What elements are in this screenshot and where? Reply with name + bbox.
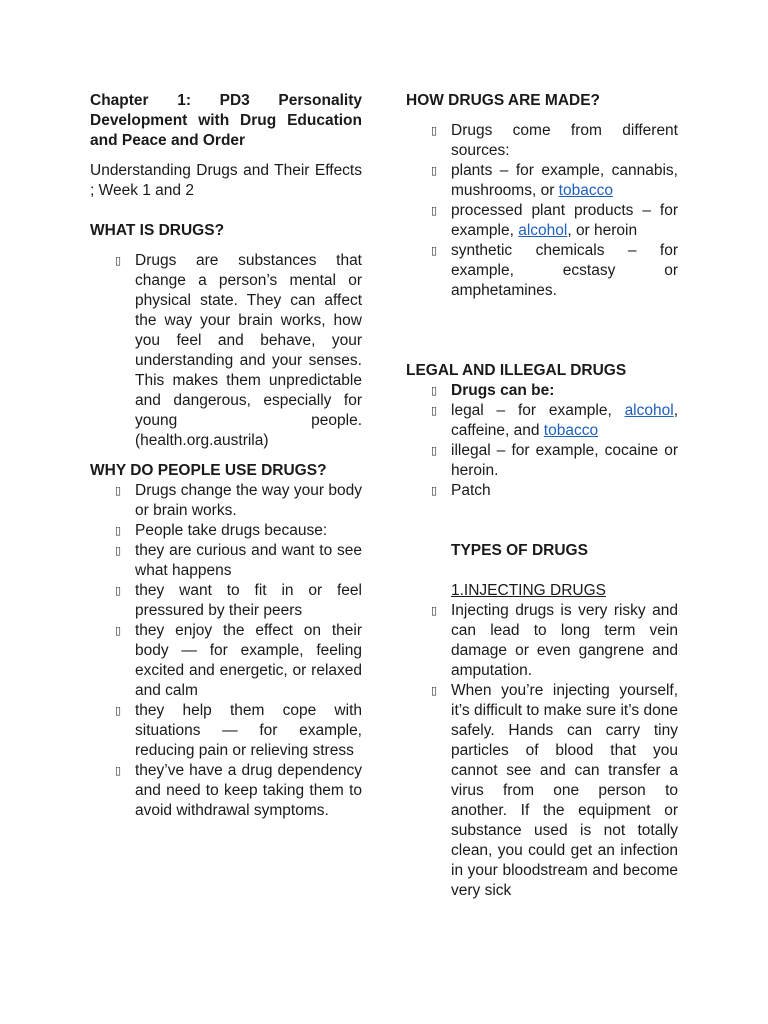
bullet-icon: ▯ <box>114 524 122 537</box>
list-item: ▯ Drugs are substances that change a person’s mental or physical state. They can affect the way your brain works, how you feel and behave, your understanding and your senses. This makes them unpredictable and dangerous, especially for young people. (health.org.austrila) <box>114 252 362 449</box>
bullet-icon: ▯ <box>430 204 438 217</box>
right-column <box>406 91 678 901</box>
legal-illegal-list <box>406 381 678 501</box>
bullet-icon: ▯ <box>430 164 438 177</box>
list-item: ▯ illegal – for example, cocaine or heroin. <box>430 442 678 479</box>
bullet-icon: ▯ <box>114 704 122 717</box>
types-of-drugs-heading: TYPES OF DRUGS <box>451 542 588 559</box>
document-subtitle: Understanding Drugs and Their Effects ; Week 1 and 2 <box>90 162 362 199</box>
bullet-icon: ▯ <box>430 244 438 257</box>
injecting-drugs-list <box>406 601 678 901</box>
list-item: ▯ Patch <box>430 482 491 499</box>
bullet-icon: ▯ <box>430 384 438 397</box>
bullet-icon: ▯ <box>114 254 122 267</box>
bullet-icon: ▯ <box>114 624 122 637</box>
chapter-title: Chapter 1: PD3 Personality Development with Drug Education and Peace and Order <box>90 92 362 149</box>
why-use-drugs-heading: WHY DO PEOPLE USE DRUGS? <box>90 462 327 479</box>
list-item: ▯ processed plant products – for example, alcohol, or heroin <box>430 202 678 239</box>
list-item: ▯ they are curious and want to see what happens <box>114 542 362 579</box>
how-drugs-made-list <box>406 121 678 301</box>
bullet-icon: ▯ <box>430 444 438 457</box>
bullet-icon: ▯ <box>114 484 122 497</box>
left-column <box>90 91 362 821</box>
list-item: ▯ they help them cope with situations — for example, reducing pain or relieving stress <box>114 702 362 759</box>
list-item: ▯ they’ve have a drug dependency and need to keep taking them to avoid withdrawal symptoms. <box>114 762 362 819</box>
list-item: ▯ plants – for example, cannabis, mushrooms, or tobacco <box>430 162 678 199</box>
list-item: ▯ legal – for example, alcohol, caffeine, and tobacco <box>430 402 678 439</box>
bullet-icon: ▯ <box>430 604 438 617</box>
what-is-drugs-list <box>90 251 362 451</box>
why-use-drugs-list <box>90 481 362 821</box>
list-item: ▯ Drugs come from different sources: <box>430 122 678 159</box>
bullet-icon: ▯ <box>114 584 122 597</box>
list-item: ▯ Drugs change the way your body or brain works. <box>114 482 362 519</box>
list-item: ▯ People take drugs because: <box>114 522 328 539</box>
bullet-icon: ▯ <box>430 404 438 417</box>
list-item: ▯ Drugs can be: <box>430 382 555 399</box>
bullet-icon: ▯ <box>430 484 438 497</box>
tobacco-link[interactable]: tobacco <box>558 182 613 199</box>
what-is-drugs-heading: WHAT IS DRUGS? <box>90 222 225 239</box>
list-item: ▯ Injecting drugs is very risky and can lead to long term vein damage or even gangrene and amputation. <box>430 602 678 679</box>
tobacco-link[interactable]: tobacco <box>543 422 599 439</box>
list-item: ▯ they enjoy the effect on their body — for example, feeling excited and energetic, or relaxed and calm <box>114 622 362 699</box>
legal-illegal-heading: LEGAL AND ILLEGAL DRUGS <box>406 362 627 379</box>
bullet-icon: ▯ <box>114 764 122 777</box>
injecting-drugs-heading: 1.INJECTING DRUGS <box>451 582 607 599</box>
how-drugs-made-heading: HOW DRUGS ARE MADE? <box>406 92 601 109</box>
bullet-icon: ▯ <box>430 684 438 697</box>
list-item: ▯ they want to fit in or feel pressured by their peers <box>114 582 362 619</box>
bullet-icon: ▯ <box>114 544 122 557</box>
bullet-icon: ▯ <box>430 124 438 137</box>
list-item: ▯ synthetic chemicals – for example, ecstasy or amphetamines. <box>430 242 678 299</box>
alcohol-link[interactable]: alcohol <box>518 222 568 239</box>
list-item: ▯ When you’re injecting yourself, it’s difficult to make sure it’s done safely. Hands can carry tiny particles of blood that you cannot see and can transfer a virus from one person to another. If the equipment or substance used is not totally clean, you could get an infection in your bloodstream and become very sick <box>430 682 678 899</box>
alcohol-link[interactable]: alcohol <box>624 402 674 419</box>
